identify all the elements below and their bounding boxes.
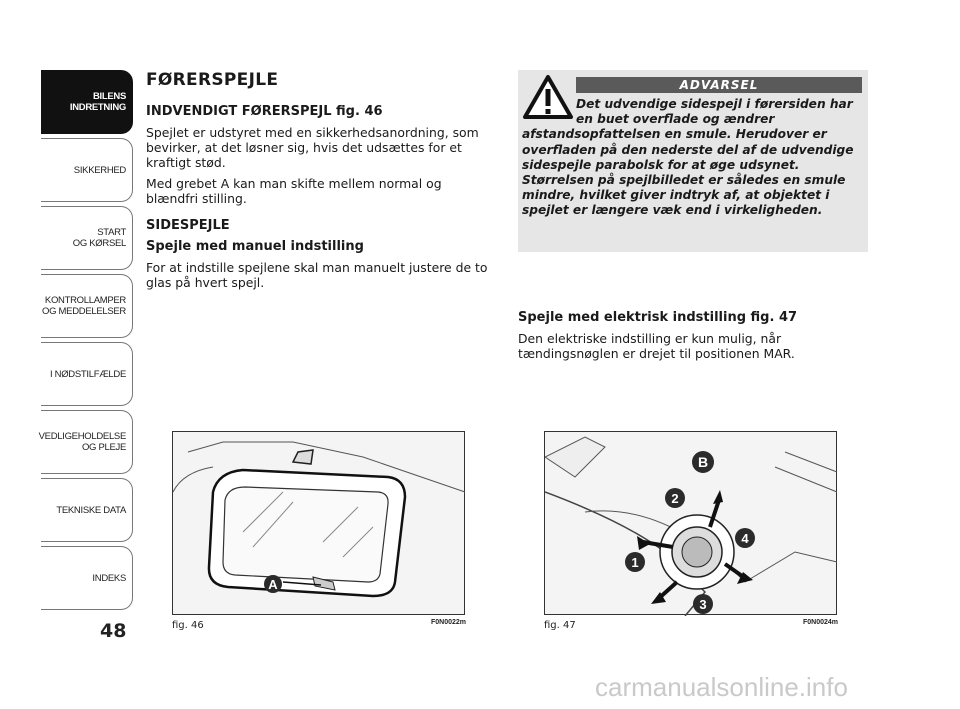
warning-box xyxy=(518,70,868,252)
tab-bilens-indretning[interactable] xyxy=(41,70,133,134)
section-heading-side-mirrors: SIDESPEJLE xyxy=(146,218,230,233)
tab-label: TEKNISKE DATA xyxy=(56,504,126,516)
warning-title: ADVARSEL xyxy=(576,77,862,93)
callout-1: 1 xyxy=(631,555,639,570)
paragraph: Spejlet er udstyret med en sikkerhedsanordning, som bevirker, at det løsner sig, hvis det udsættes for et kraftigt stød. xyxy=(146,125,479,170)
tab-start-og-korsel[interactable] xyxy=(41,206,133,270)
warning-first-lines: Det udvendige sidespejl i førersiden har en buet overflade og ændrer xyxy=(576,97,853,127)
callout-2: 2 xyxy=(671,491,679,506)
warning-rest: afstandsopfattelsen en smule. Herudover er overfladen på den nederste del af de udvendige sidespejle parabolsk for at øge udsynet. Størrelsen på spejlbilledet er således en smule mindre, hvilket giver indtryk af, at objektet i spejlet er længere væk end i virkeligheden. xyxy=(522,127,854,218)
subheading-manual: Spejle med manuel indstilling xyxy=(146,239,364,254)
watermark: carmanualsonline.info xyxy=(595,672,848,702)
page-title: FØRERSPEJLE xyxy=(146,70,279,90)
section-heading-electric: Spejle med elektrisk indstilling fig. 47 xyxy=(518,310,798,325)
rearview-mirror-illustration xyxy=(173,432,466,616)
tab-indeks[interactable] xyxy=(41,546,133,610)
mirror-control-illustration xyxy=(545,432,838,616)
warning-text xyxy=(522,97,867,219)
tab-label: START OG KØRSEL xyxy=(72,227,126,249)
section-heading-inner-mirror: INDVENDIGT FØRERSPEJL fig. 46 xyxy=(146,104,383,119)
tab-tekniske-data[interactable] xyxy=(41,478,133,542)
paragraph: Den elektriske indstilling er kun mulig, når tændingsnøglen er drejet til positionen MAR. xyxy=(518,331,795,361)
figure-47-code: F0N0024m xyxy=(803,619,839,626)
figure-47-mirror-control xyxy=(544,431,837,615)
tab-nodstilfaelde[interactable] xyxy=(41,342,133,406)
figure-46-rearview-mirror xyxy=(172,431,465,615)
tab-label: VEDLIGEHOLDELSE OG PLEJE xyxy=(38,431,126,453)
figure-47-caption: fig. 47 xyxy=(544,620,576,631)
callout-3: 3 xyxy=(699,597,707,612)
tab-sikkerhed[interactable] xyxy=(41,138,133,202)
tab-kontrollamper[interactable] xyxy=(41,274,133,338)
tab-label: KONTROLLAMPER OG MEDDELELSER xyxy=(42,295,126,317)
tab-vedligeholdelse[interactable] xyxy=(38,410,133,474)
callout-4: 4 xyxy=(741,531,749,546)
paragraph: For at indstille spejlene skal man manuelt justere de to glas på hvert spejl. xyxy=(146,260,488,290)
tab-label: BILENS INDRETNING xyxy=(69,91,126,113)
callout-a: A xyxy=(268,577,278,592)
figure-46-caption: fig. 46 xyxy=(172,620,204,631)
tab-label: SIKKERHED xyxy=(73,164,126,176)
chapter-tabs xyxy=(38,70,133,614)
tab-label: INDEKS xyxy=(92,572,126,584)
callout-b: B xyxy=(697,454,709,470)
left-column xyxy=(146,70,496,296)
right-column xyxy=(518,300,868,367)
figure-46-code: F0N0022m xyxy=(431,619,467,626)
paragraph: Med grebet A kan man skifte mellem normal og blændfri stilling. xyxy=(146,176,442,206)
tab-label: I NØDSTILFÆLDE xyxy=(49,368,126,380)
page-number: 48 xyxy=(100,620,127,642)
